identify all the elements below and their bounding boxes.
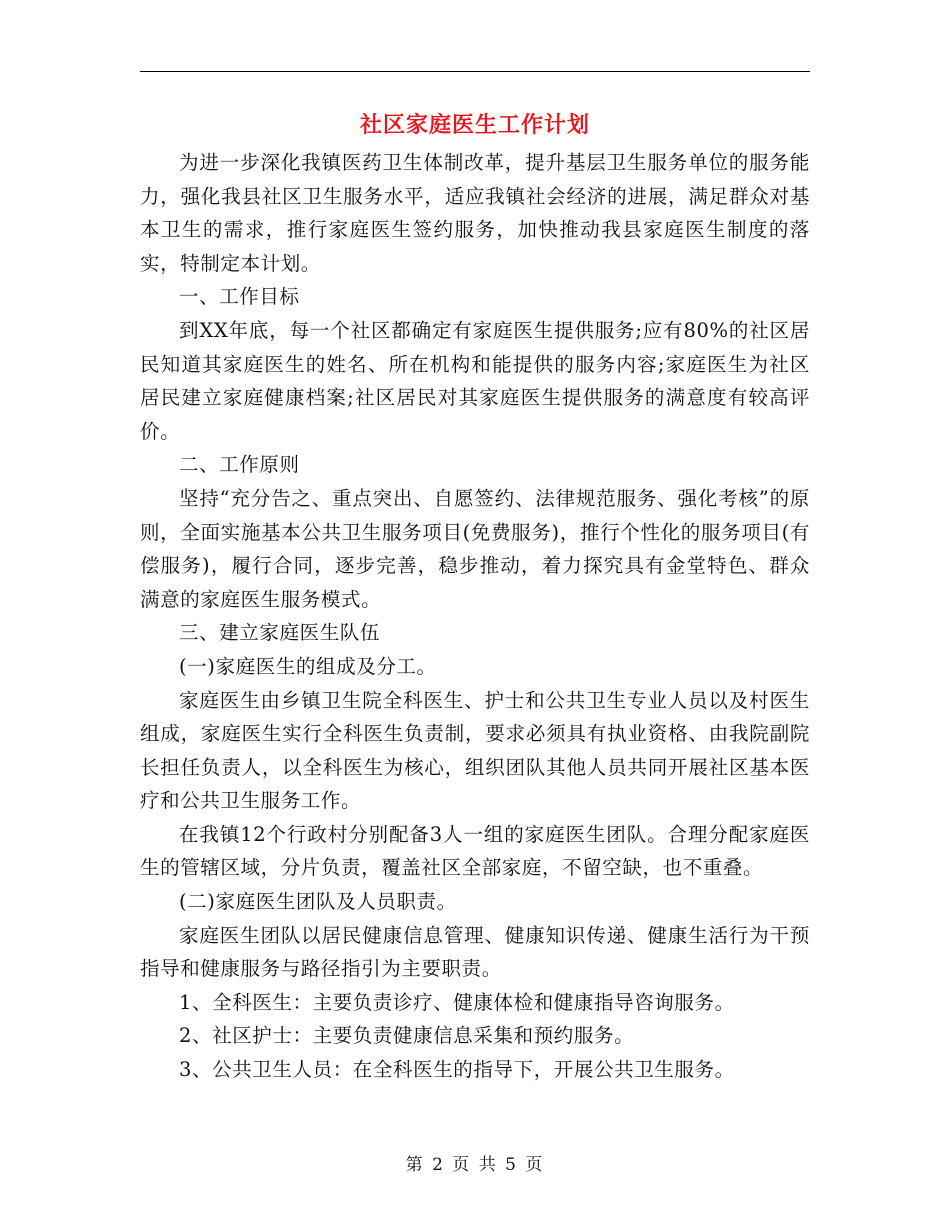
paragraph-duties: 家庭医生团队以居民健康信息管理、健康知识传递、健康生活行为干预指导和健康服务与路径指引为主要职责。	[140, 923, 810, 981]
subsection-heading-duties: (二)家庭医生团队及人员职责。	[179, 890, 457, 914]
section-heading-goals: 一、工作目标	[179, 285, 300, 309]
page-indicator: 第 2 页 共 5 页	[405, 1155, 545, 1175]
document-title: 社区家庭医生工作计划	[359, 112, 590, 138]
list-item-community-nurse: 2、社区护士：主要负责健康信息采集和预约服务。	[179, 1024, 635, 1048]
paragraph-goals: 到XX年底，每一个社区都确定有家庭医生提供服务;应有80%的社区居民知道其家庭医生的姓名、所在机构和能提供的服务内容;家庭医生为社区居民建立家庭健康档案;社区居民对其家庭医生提供服务的满意度有较高评价。	[140, 318, 810, 443]
paragraph-principles: 坚持“充分告之、重点突出、自愿签约、法律规范服务、强化考核”的原则，全面实施基本公共卫生服务项目(免费服务)，推行个性化的服务项目(有偿服务)，履行合同，逐步完善，稳步推动，着力探究具有金堂特色、群众满意的家庭医生服务模式。	[140, 486, 810, 611]
header-rule	[140, 71, 810, 72]
list-item-public-health-staff: 3、公共卫生人员：在全科医生的指导下，开展公共卫生服务。	[179, 1058, 735, 1082]
subsection-heading-composition: (一)家庭医生的组成及分工。	[179, 654, 437, 678]
paragraph-composition: 家庭医生由乡镇卫生院全科医生、护士和公共卫生专业人员以及村医生组成，家庭医生实行全科医生负责制，要求必须具有执业资格、由我院副院长担任负责人，以全科医生为核心，组织团队其他人员共同开展社区基本医疗和公共卫生服务工作。	[140, 688, 810, 813]
paragraph-allocation: 在我镇12个行政村分别配备3人一组的家庭医生团队。合理分配家庭医生的管辖区域，分片负责，覆盖社区全部家庭，不留空缺，也不重叠。	[140, 822, 810, 880]
list-item-general-practitioner: 1、全科医生：主要负责诊疗、健康体检和健康指导咨询服务。	[179, 990, 735, 1014]
section-heading-principles: 二、工作原则	[179, 453, 300, 477]
document-body	[140, 146, 810, 1087]
paragraph-intro: 为进一步深化我镇医药卫生体制改革，提升基层卫生服务单位的服务能力，强化我县社区卫生服务水平，适应我镇社会经济的进展，满足群众对基本卫生的需求，推行家庭医生签约服务，加快推动我县家庭医生制度的落实，特制定本计划。	[140, 151, 810, 275]
section-heading-team: 三、建立家庭医生队伍	[179, 621, 381, 645]
